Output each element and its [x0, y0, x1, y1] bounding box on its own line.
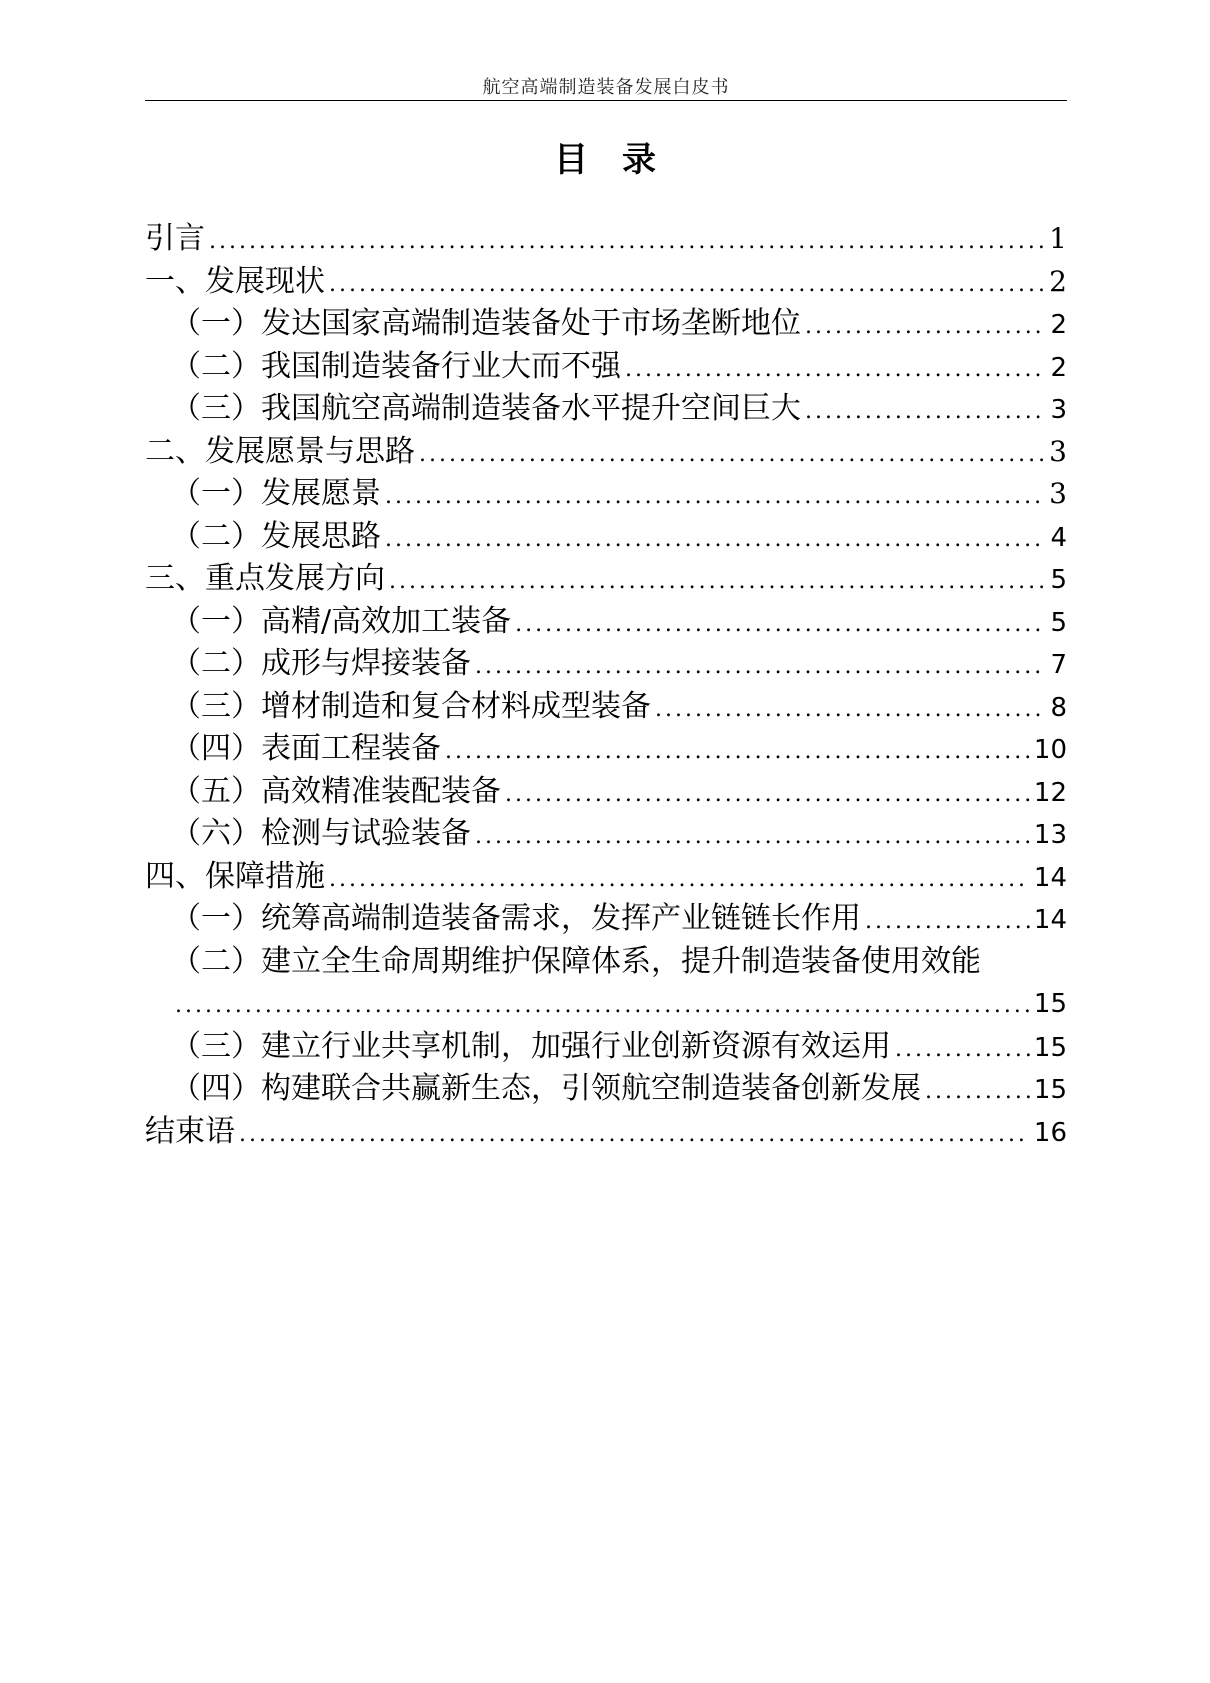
toc-entry-page: 7: [1050, 650, 1067, 680]
toc-entry[interactable]: [145, 898, 1067, 941]
toc-leader-dots: [385, 476, 1045, 519]
toc-leader-dots: [515, 604, 1046, 647]
toc-entry-page: 2: [1049, 264, 1067, 298]
toc-entry-page: 10: [1033, 735, 1067, 765]
toc-entry-label: （三）我国航空高端制造装备水平提升空间巨大: [171, 391, 801, 426]
toc-entry-label: （一）统筹高端制造装备需求，发挥产业链链长作用: [171, 901, 861, 936]
toc-heading-char-2: 录: [622, 140, 656, 180]
toc-entry[interactable]: [145, 728, 1067, 771]
toc-leader-dots: [329, 264, 1045, 307]
toc-entry-label: （四）构建联合共赢新生态，引领航空制造装备创新发展: [171, 1071, 921, 1106]
toc-entry[interactable]: [145, 516, 1067, 559]
toc-entry-page: 2: [1050, 310, 1067, 340]
toc-entry-label: （二）建立全生命周期维护保障体系，提升制造装备使用效能: [171, 943, 981, 979]
toc-leader-dots: [419, 434, 1045, 477]
toc-leader-dots: [239, 1114, 1030, 1157]
toc-entry[interactable]: [145, 601, 1067, 644]
toc-entry-label: 二、发展愿景与思路: [145, 433, 415, 469]
running-header: [145, 70, 1067, 101]
toc-heading-char-1: 目: [554, 140, 588, 180]
toc-entry[interactable]: [145, 813, 1067, 856]
toc-entry-page: 1: [1049, 222, 1067, 255]
toc-entry[interactable]: [145, 303, 1067, 346]
toc-entry-label: （三）建立行业共享机制，加强行业创新资源有效运用: [171, 1028, 891, 1064]
toc-entry-page: 3: [1050, 395, 1067, 425]
toc-entry[interactable]: [145, 431, 1067, 474]
toc-leader-dots: [385, 519, 1046, 562]
toc-entry-label: （五）高效精准装配装备: [171, 773, 501, 809]
toc-entry-label: （六）检测与试验装备: [171, 816, 471, 851]
toc-leader-dots: [925, 1071, 1030, 1114]
toc-leader-dots: [329, 859, 1030, 902]
toc-entry-page: 3: [1049, 434, 1067, 468]
toc-entry[interactable]: [145, 1068, 1067, 1111]
toc-leader-dots: [625, 349, 1046, 392]
toc-entry-label: 四、保障措施: [145, 858, 325, 894]
toc-entry[interactable]: [145, 771, 1067, 814]
toc-entry-label: （二）成形与焊接装备: [171, 646, 471, 681]
toc-entry-page: 12: [1033, 777, 1067, 808]
toc-entry-label: （二）我国制造装备行业大而不强: [171, 348, 621, 384]
toc-entry-label: （一）发展愿景: [171, 476, 381, 511]
toc-entry-page: 14: [1033, 862, 1067, 893]
toc-leader-dots: [209, 221, 1045, 264]
toc-entry[interactable]: [145, 686, 1067, 729]
toc-entry-page: 15: [1033, 989, 1067, 1019]
toc-leader-dots: [805, 306, 1046, 349]
toc-leader-dots: [655, 689, 1046, 732]
toc-heading: [0, 132, 1210, 181]
toc-entry-page: 8: [1050, 692, 1067, 723]
toc-entry-label: 三、重点发展方向: [145, 561, 385, 596]
toc-entry[interactable]: [145, 388, 1067, 431]
toc-entry[interactable]: [145, 473, 1067, 516]
toc-entry-label: （四）表面工程装备: [171, 731, 441, 766]
toc-leader-dots: [175, 985, 1030, 1028]
toc-entry[interactable]: [145, 261, 1067, 304]
toc-entry-page: 5: [1050, 607, 1067, 638]
toc-leader-dots: [389, 561, 1046, 604]
toc-leader-dots: [805, 391, 1046, 434]
toc-entry-page: 15: [1033, 1032, 1067, 1063]
toc-entry-label: 引言: [145, 221, 205, 256]
toc-leader-dots: [895, 1029, 1030, 1072]
toc-entry-label: （一）高精/高效加工装备: [171, 603, 512, 639]
header-title: 航空高端制造装备发展白皮书: [482, 77, 730, 98]
toc-entry[interactable]: [145, 558, 1067, 601]
toc-entry-label: （二）发展思路: [171, 518, 381, 554]
toc-entry-label: 一、发展现状: [145, 263, 325, 299]
toc-entry[interactable]: [145, 1111, 1067, 1154]
toc-leader-dots: [865, 901, 1030, 944]
toc-entry-page: 2: [1050, 352, 1067, 383]
toc-entry[interactable]: [145, 941, 1067, 984]
toc-entry[interactable]: [145, 856, 1067, 899]
toc-entry-page: 13: [1033, 820, 1067, 850]
toc-entry-page: 4: [1050, 522, 1067, 553]
toc-entry[interactable]: [145, 218, 1067, 261]
toc-leader-dots: [475, 646, 1046, 689]
toc-entry-label: （三）增材制造和复合材料成型装备: [171, 688, 651, 724]
toc-entry-page: 15: [1033, 1075, 1067, 1105]
toc-leader-dots: [445, 731, 1030, 774]
toc-entry-page: 16: [1033, 1117, 1067, 1148]
toc-leader-dots: [475, 816, 1030, 859]
toc-entry[interactable]: [145, 643, 1067, 686]
table-of-contents: [145, 218, 1067, 1153]
toc-entry-label: 结束语: [145, 1113, 235, 1149]
toc-entry[interactable]: [145, 346, 1067, 389]
toc-entry-label: （一）发达国家高端制造装备处于市场垄断地位: [171, 306, 801, 341]
toc-entry-page: 3: [1049, 477, 1067, 510]
toc-entry-page: 14: [1033, 905, 1067, 935]
toc-entry-page: 5: [1050, 565, 1067, 595]
toc-leader-dots: [505, 774, 1030, 817]
toc-entry-continuation[interactable]: [145, 983, 1067, 1026]
toc-entry[interactable]: [145, 1026, 1067, 1069]
